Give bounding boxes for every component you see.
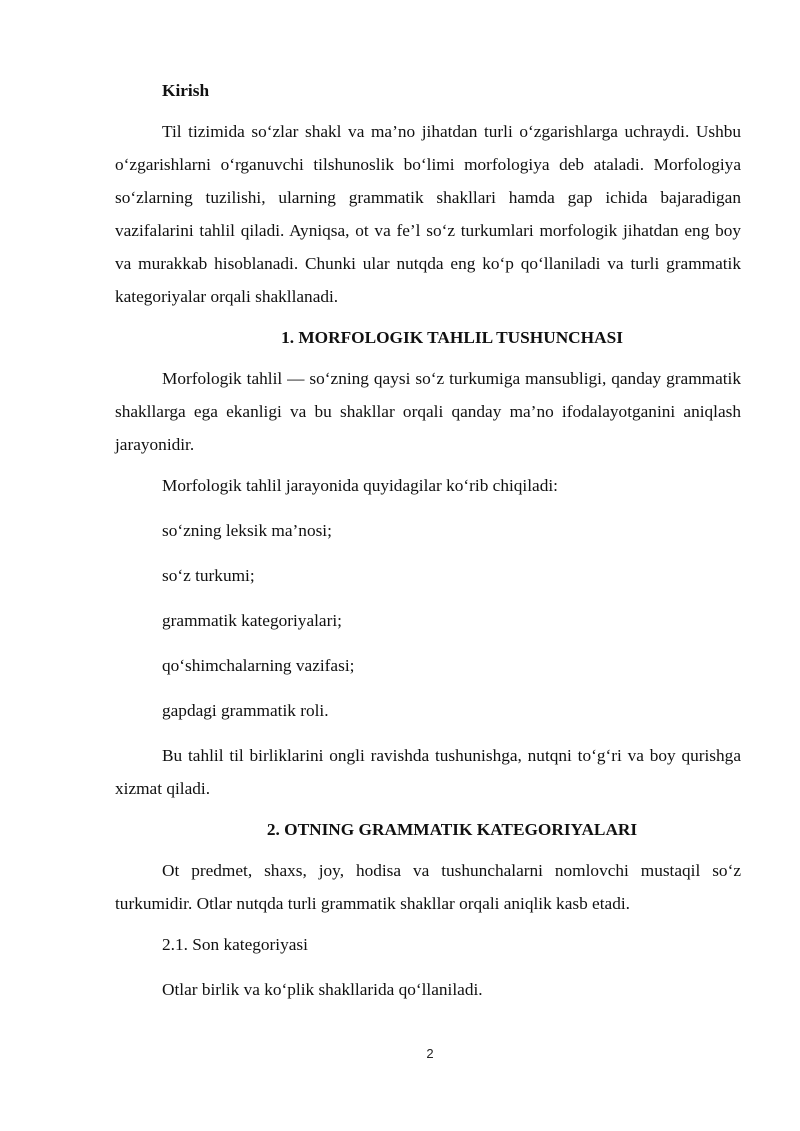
page-number: 2 — [426, 1046, 434, 1061]
intro-paragraph: Til tizimida so‘zlar shakl va ma’no jihatdan turli o‘zgarishlarga uchraydi. Ushbu o‘zgarishlarni o‘rganuvchi tilshunoslik bo‘limi morfologiya deb ataladi. Morfologiya so‘zlarning tuzilishi, ularning grammatik shakllari hamda gap ichida bajaradigan vazifalarini tahlil qiladi. Ayniqsa, ot va fe’l so‘z turkumlari morfologik jihatdan eng boy va murakkab hisoblanadi. Chunki ular nutqda eng ko‘p qo‘llaniladi va turli grammatik kategoriyalar orqali shakllanadi. — [115, 122, 741, 306]
list-item: grammatik kategoriyalari; — [162, 611, 342, 630]
section-1-paragraph-2: Bu tahlil til birliklarini ongli ravishda tushunishga, nutqni to‘g‘ri va boy qurishga xizmat qiladi. — [115, 746, 741, 798]
section-2-paragraph-2: Otlar birlik va ko‘plik shakllarida qo‘llaniladi. — [162, 980, 483, 999]
section-1-paragraph-1: Morfologik tahlil — so‘zning qaysi so‘z turkumiga mansubligi, qanday grammatik shakllarga ega ekanligi va bu shakllar orqali qanday ma’no ifodalayotganini aniqlash jarayonidir. — [115, 369, 741, 454]
list-item: so‘z turkumi; — [162, 566, 255, 585]
section-2-paragraph-1: Ot predmet, shaxs, joy, hodisa va tushunchalarni nomlovchi mustaqil so‘z turkumidir. Otlar nutqda turli grammatik shakllar orqali aniqlik kasb etadi. — [115, 861, 741, 913]
list-item: gapdagi grammatik roli. — [162, 701, 329, 720]
list-item: so‘zning leksik ma’nosi; — [162, 521, 332, 540]
section-2-heading: 2. OTNING GRAMMATIK KATEGORIYALARI — [266, 820, 638, 839]
list-item: qo‘shimchalarning vazifasi; — [162, 656, 355, 675]
section-1-list-intro: Morfologik tahlil jarayonida quyidagilar ko‘rib chiqiladi: — [162, 476, 558, 495]
page-content — [115, 74, 741, 1018]
section-1-heading: 1. MORFOLOGIK TAHLIL TUSHUNCHASI — [281, 328, 623, 347]
section-2-subheading: 2.1. Son kategoriyasi — [162, 935, 308, 954]
intro-heading: Kirish — [162, 81, 210, 100]
